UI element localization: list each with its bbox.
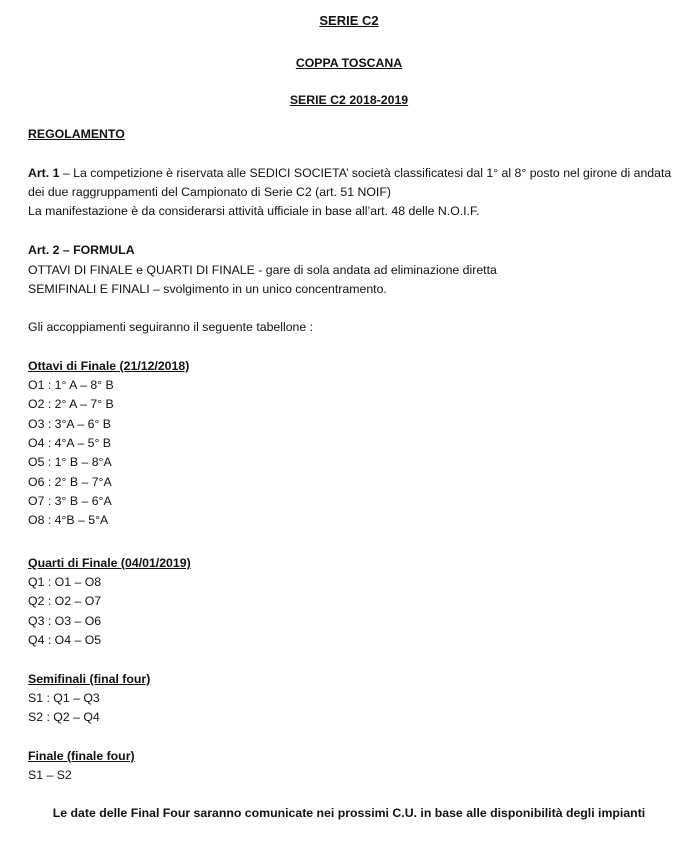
art1-label: Art. 1 <box>28 166 60 180</box>
quarti-heading: Quarti di Finale (04/01/2019) <box>28 556 191 570</box>
document-subtitle: COPPA TOSCANA <box>295 56 403 70</box>
art1-text: – La competizione è riservata alle SEDICI SOCIETA’ società classificatesi dal 1° al 8° posto nel girone di andata <box>59 166 672 180</box>
list-item: O1 : 1° A – 8° B <box>28 378 114 392</box>
list-item: O6 : 2° B – 7°A <box>28 475 112 489</box>
list-item: O5 : 1° B – 8°A <box>28 455 112 469</box>
list-item: O8 : 4°B – 5°A <box>28 513 109 527</box>
art1-line1 <box>28 165 671 182</box>
list-item: Q4 : O4 – O5 <box>28 633 102 647</box>
list-item: Q2 : O2 – O7 <box>28 594 102 608</box>
art2-line2: SEMIFINALI E FINALI – svolgimento in un unico concentramento. <box>28 282 387 296</box>
footer-note: Le date delle Final Four saranno comunicate nei prossimi C.U. in base alle disponibilità degli impianti <box>52 806 646 820</box>
section-heading-regolamento: REGOLAMENTO <box>28 127 125 141</box>
list-item: Q3 : O3 – O6 <box>28 614 102 628</box>
list-item: S1 : Q1 – Q3 <box>28 691 100 705</box>
art2-heading: Art. 2 – FORMULA <box>28 243 135 257</box>
document-title: SERIE C2 <box>319 13 379 28</box>
art2-line1: OTTAVI DI FINALE e QUARTI DI FINALE - gare di sola andata ad eliminazione diretta <box>28 263 497 277</box>
art1-line2: dei due raggruppamenti del Campionato di Serie C2 (art. 51 NOIF) <box>28 185 391 199</box>
ottavi-heading: Ottavi di Finale (21/12/2018) <box>28 359 190 373</box>
list-item: O2 : 2° A – 7° B <box>28 397 114 411</box>
finale-heading: Finale (finale four) <box>28 749 135 763</box>
list-item: O3 : 3°A – 6° B <box>28 417 111 431</box>
intro-text: Gli accoppiamenti seguiranno il seguente tabellone : <box>28 320 314 334</box>
season-title: SERIE C2 2018-2019 <box>289 93 409 107</box>
semifinali-heading: Semifinali (final four) <box>28 672 151 686</box>
list-item: O7 : 3° B – 6°A <box>28 494 112 508</box>
list-item: Q1 : O1 – O8 <box>28 575 102 589</box>
list-item: S1 – S2 <box>28 768 72 782</box>
art1-line3: La manifestazione è da considerarsi attività ufficiale in base all’art. 48 delle N.O.I.F. <box>28 204 480 218</box>
list-item: S2 : Q2 – Q4 <box>28 710 100 724</box>
list-item: O4 : 4°A – 5° B <box>28 436 111 450</box>
